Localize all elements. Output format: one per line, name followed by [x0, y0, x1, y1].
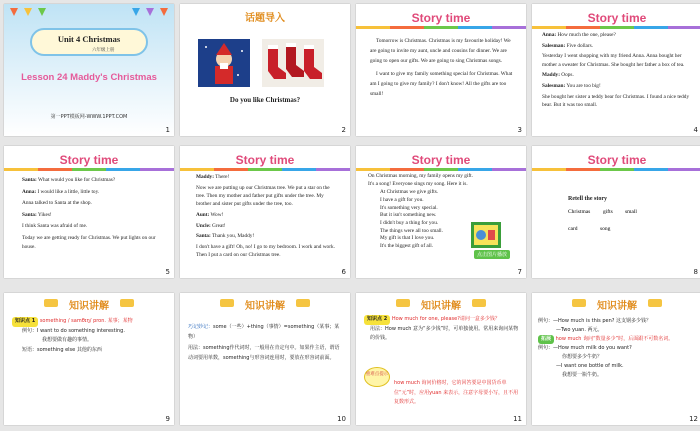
slide-title: 知识讲解	[69, 301, 109, 312]
slide-title: Story time	[411, 153, 471, 167]
slide-title: Story time	[587, 11, 647, 25]
example-line: 例句：I want to do something interesting.	[22, 327, 125, 334]
dialogue-line: Salesman: Five dollars.	[542, 42, 594, 49]
tip-bubble: 重难点提示	[364, 367, 390, 387]
slide-number: 10	[337, 415, 346, 423]
example-answer: —I want one bottle of milk.	[556, 363, 624, 369]
dialogue-line: I don't have a gift! Oh, no! I go to my bedroom. I work and work. Then I put a card on our Christmas tree.	[196, 243, 335, 259]
example-question: 例句：—How much milk do you want?	[538, 345, 632, 351]
dialogue-line: Santa: Thank you, Maddy!	[196, 233, 255, 240]
slide-thumbnail-8[interactable]	[532, 146, 700, 278]
slide-thumbnail-3[interactable]	[356, 4, 526, 136]
slide-thumbnail-5[interactable]	[4, 146, 174, 278]
slide-thumbnail-11[interactable]	[356, 293, 526, 425]
slide-number: 12	[689, 415, 698, 423]
dialogue-line: I think Santa was afraid of me.	[22, 223, 88, 229]
story-text	[22, 176, 164, 254]
dialogue-line: Anna talked to Santa at the shop.	[22, 200, 92, 206]
slide-number: 8	[693, 268, 698, 276]
poem-line: At Christmas we give gifts.	[380, 189, 439, 196]
slide-thumbnail-9[interactable]	[4, 293, 174, 425]
title-underline	[180, 168, 350, 171]
dialogue-line: Aunt: Wow!	[196, 211, 224, 218]
slide-number: 6	[341, 268, 346, 276]
usage-line: 用法：something作代词时，一般用在肯定句中。如果作主语，谓语动词要用单数，something与形容词连用时，要放在形容词前面。	[188, 345, 340, 361]
slide-title: 知识讲解	[421, 301, 461, 312]
bunting-decoration	[4, 6, 174, 28]
dialogue-line: Now we are putting up our Christmas tree. We put a star on the tree. Then my mother and father put gifts under the tree. My brother and sister put gifts under the tree, too.	[196, 184, 330, 208]
dialogue-line: Yesterday I went shopping with my friend Anna. Anna bought her mother a sweater for Christmas. She bought her father a box of tea.	[542, 53, 685, 68]
poem-line: It's the biggest gift of all.	[380, 243, 434, 250]
slide-title: Story time	[411, 11, 471, 25]
slide-title: Story time	[235, 153, 295, 167]
slide-thumbnail-2[interactable]	[180, 4, 350, 136]
dialogue-line: Salesman: You are too big!	[542, 83, 601, 90]
slide-title: 知识讲解	[245, 301, 285, 312]
slide-title: 知识讲解	[597, 301, 637, 312]
poem-line: But it isn't something new.	[380, 212, 437, 219]
usage-line: 用法：How much 意为“多少钱”时，可单独使用。常用来询问某物的价钱。	[370, 325, 519, 341]
lesson-content	[12, 317, 168, 355]
dialogue-line: Maddy: There!	[196, 174, 230, 180]
word-small: small	[625, 209, 637, 215]
example-translation: 我想要做有趣的事情。	[42, 337, 93, 343]
slide-thumbnail-6[interactable]	[180, 146, 350, 278]
title-underline	[532, 168, 700, 171]
intro-line: On Christmas morning, my family opens my gift.	[368, 173, 473, 179]
footer-text: 第一PPT模板网-WWW.1PPT.COM	[50, 114, 128, 120]
story-text	[196, 173, 340, 262]
slide-number: 2	[341, 126, 346, 134]
poem-line: I have a gift for you.	[380, 197, 424, 204]
retell-heading: Retell the story	[568, 196, 607, 202]
slide-number: 7	[517, 268, 522, 276]
example-answer: —Two yuan. 两元。	[556, 327, 603, 333]
poem-line: The things were all too small.	[380, 227, 443, 234]
lesson-title: Lesson 24 Maddy's Christmas	[21, 72, 157, 83]
word-gifts: gifts	[603, 209, 613, 215]
intro-line: It's a song! Everyone sings my song. Here it is.	[368, 180, 468, 187]
title-underline	[356, 26, 526, 29]
dialogue-line: Maddy: Oops.	[542, 72, 574, 79]
slide-thumbnail-12[interactable]	[532, 293, 700, 425]
example-translation: 你想要多少牛奶？	[562, 354, 603, 360]
song-image[interactable]	[471, 222, 501, 248]
word-christmas: Christmas	[568, 209, 591, 215]
unit-title: Unit 4 Christmas	[57, 34, 121, 44]
dialogue-line: Today we are getting ready for Christmas. We put lights on our house.	[22, 234, 156, 250]
dialogue-line: Santa: Yikes!	[22, 211, 52, 218]
lesson-content	[538, 317, 698, 380]
extension-tag: 拓展	[538, 335, 554, 344]
lesson-content	[188, 323, 344, 363]
santa-image	[198, 39, 250, 87]
poem-line: My gift is that I love you.	[380, 235, 435, 242]
story-text	[542, 31, 692, 112]
title-underline	[532, 26, 700, 29]
extension-line: 拓展 how much 询问“数量多少”时，后面跟不可数名词。	[538, 335, 698, 344]
paragraph: I want to give my family something special for Christmas. What am I going to give my family? I don't know! All the gifts are too small!	[370, 70, 513, 97]
slide-thumbnail-10[interactable]	[180, 293, 350, 425]
dialogue-line: Uncle: Great!	[196, 222, 226, 229]
slide-thumbnail-4[interactable]	[532, 4, 700, 136]
slide-number: 3	[517, 126, 522, 134]
phrase-line: 短语：something else 其他的东西	[22, 346, 102, 353]
dialogue-line: Anna: I would like a little, little toy.	[22, 188, 100, 195]
title-underline	[356, 168, 526, 171]
poem-line: It's something very special.	[380, 204, 438, 211]
slide-number: 5	[165, 268, 170, 276]
slide-thumbnail-1[interactable]	[4, 4, 174, 136]
point-text: something / samθɪŋ/ pron. 某事；某物	[39, 318, 133, 324]
mnemonic-line: 巧记妙记：some（一些）+thing（事情）=something（某事；某物）	[188, 324, 340, 340]
dialogue-line: Santa: What would you like for Christmas?	[22, 177, 116, 183]
slide-title: Story time	[587, 153, 647, 167]
slide-number: 11	[513, 415, 522, 423]
slide-title: 话题导入	[245, 13, 285, 24]
point-tag: 知识点 2	[364, 315, 390, 325]
dialogue-line: She bought her sister a teddy bear for Christmas. I found a nice teddy bear. But it was too small.	[542, 93, 690, 108]
title-underline	[4, 168, 174, 171]
poem-line: I didn't buy a thing for you.	[380, 220, 439, 227]
slide-title: Story time	[59, 153, 119, 167]
slide-number: 4	[693, 126, 698, 134]
point-text: How much for one, please?请问一盒多少钱？	[391, 316, 500, 322]
example-question: 例句：—How much is this pen? 这支钢多少钱？	[538, 318, 652, 324]
word-card: card	[568, 226, 578, 232]
story-text	[370, 36, 516, 101]
knowledge-point	[364, 315, 520, 325]
dialogue-line: Anna: How much the one, please?	[542, 32, 616, 38]
word-song: song	[600, 226, 611, 232]
slide-number: 1	[165, 126, 170, 134]
stockings-image	[262, 39, 324, 87]
paragraph: Tomorrow is Christmas. Christmas is my favourite holiday! We are going to invite my aunt, uncle and cousins for dinner. We are going to open our gifts. We are going to sing Christmas songs.	[370, 38, 511, 65]
grade-label: 六年级上册	[92, 48, 115, 53]
slide-number: 9	[165, 415, 170, 423]
play-image-badge[interactable]: 点击图片播放	[474, 250, 510, 259]
lesson-content	[364, 315, 520, 344]
slide-thumbnail-7[interactable]	[356, 146, 526, 278]
question-text: Do you like Christmas?	[229, 96, 301, 104]
point-tag: 知识点 1	[12, 317, 38, 327]
tip-note: how much 询问价格时，它的回答要是中国货币单位“元”时，应用yuan 来表示，注意字母要小写，且不用复数形式。	[394, 380, 519, 405]
knowledge-point	[12, 317, 168, 327]
example-translation: 我想要一瓶牛奶。	[562, 372, 603, 378]
